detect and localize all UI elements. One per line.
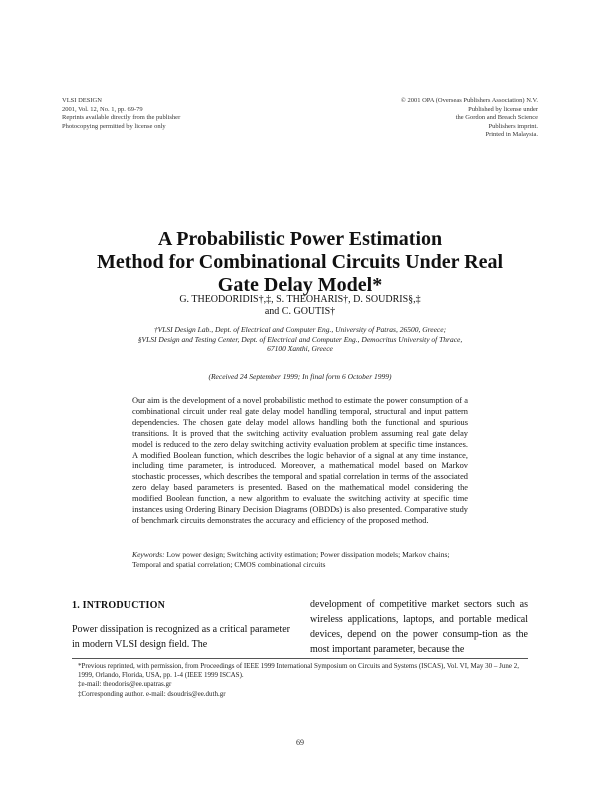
affiliation-line: §VLSI Design and Testing Center, Dept. of Electrical and Computer Eng., Democritus University of Thrace, bbox=[137, 334, 463, 344]
intro-left-column: Power dissipation is recognized as a critical parameter in modern VLSI design field. The bbox=[72, 624, 290, 650]
abstract: Our aim is the development of a novel probabilistic method to estimate the power consumption of a combinational circuit under real gate delay model handling temporal, structural and input pattern dependencies. The chosen gate delay model allows handling both the functional and spurious transitions. It is proved that the switching activity evaluation problem assuming real gate delay model is reduced to the zero delay switching activity evaluation problem at specific time instances. A modified Boolean function, which describes the logic behavior of a signal at any time instance, including time parameter, is introduced. Moreover, a mathematical model based on Markov stochastic processes, which describes the temporal and spatial correlation in terms of the associated zero delay based parameters is presented. Based on the mathematical model considering the modified Boolean function, a new algorithm to evaluate the switching activity at specific time instances using Ordering Binary Decision Diagrams (OBDDs) is also presented. Comparative study of benchmark circuits demonstrates the accuracy and efficiency of the proposed method. bbox=[132, 396, 468, 525]
page-number: 69 bbox=[296, 738, 304, 747]
footnote: ‡e-mail: theodoris@ee.upatras.gr bbox=[78, 680, 172, 689]
journal-info-line: Photocopying permitted by license only bbox=[62, 122, 166, 130]
journal-info-line: 2001, Vol. 12, No. 1, pp. 69-79 bbox=[62, 105, 143, 113]
title-line: Gate Delay Model* bbox=[217, 274, 383, 296]
journal-info bbox=[62, 97, 180, 131]
title-line: A Probabilistic Power Estimation bbox=[157, 228, 443, 250]
footnote-divider bbox=[72, 658, 528, 659]
keywords-label: Keywords: bbox=[132, 550, 165, 559]
section-heading: 1. INTRODUCTION bbox=[72, 600, 166, 611]
authors-line-1: G. THEODORIDIS†,‡, S. THEOHARIS†, D. SOUDRIS§,‡ bbox=[179, 294, 421, 305]
paper-title bbox=[0, 228, 600, 297]
copyright-line: © 2001 OPA (Overseas Publishers Association) N.V. bbox=[400, 97, 538, 104]
footnotes bbox=[78, 662, 528, 699]
footnote: *Previous reprinted, with permission, from Proceedings of IEEE 1999 International Symposium on Circuits and Systems (ISCAS), Vol. VI, May 30 – June 2, 1999, Orlando, Florida, USA, pp. 1-4 (IEEE 1999 ISCAS). bbox=[78, 662, 519, 680]
keywords-text: Low power design; Switching activity estimation; Power dissipation models; Markov chains; Temporal and spatial correlation; CMOS combinational circuits bbox=[132, 550, 450, 569]
keywords bbox=[132, 550, 468, 570]
authors-line-2: and C. GOUTIS† bbox=[264, 306, 336, 317]
intro-right-column: development of competitive market sectors such as wireless applications, laptops, and portable medical devices, depend on the power consump-tion as the most important parameter, because the bbox=[310, 599, 528, 655]
copyright-line: the Gordon and Breach Science bbox=[455, 114, 538, 121]
affiliation-line: †VLSI Design Lab., Dept. of Electrical and Computer Eng., University of Patras, 26500, Greece; bbox=[153, 325, 447, 334]
journal-info-line: VLSI DESIGN bbox=[62, 97, 102, 104]
authors bbox=[0, 294, 600, 318]
footnote: ‡Corresponding author. e-mail: dsoudris@ee.duth.gr bbox=[78, 689, 226, 698]
copyright-info bbox=[401, 97, 538, 140]
affiliation-line: 67100 Xanthi, Greece bbox=[267, 344, 333, 353]
copyright-line: Published by license under bbox=[468, 105, 538, 113]
affiliations bbox=[0, 325, 600, 354]
journal-info-line: Reprints available directly from the publisher bbox=[62, 114, 181, 121]
received-date: (Received 24 September 1999; In final form 6 October 1999) bbox=[208, 372, 392, 381]
copyright-line: Publishers imprint. bbox=[488, 122, 538, 130]
copyright-line: Printed in Malaysia. bbox=[485, 131, 538, 138]
title-line: Method for Combinational Circuits Under Real bbox=[96, 251, 504, 273]
